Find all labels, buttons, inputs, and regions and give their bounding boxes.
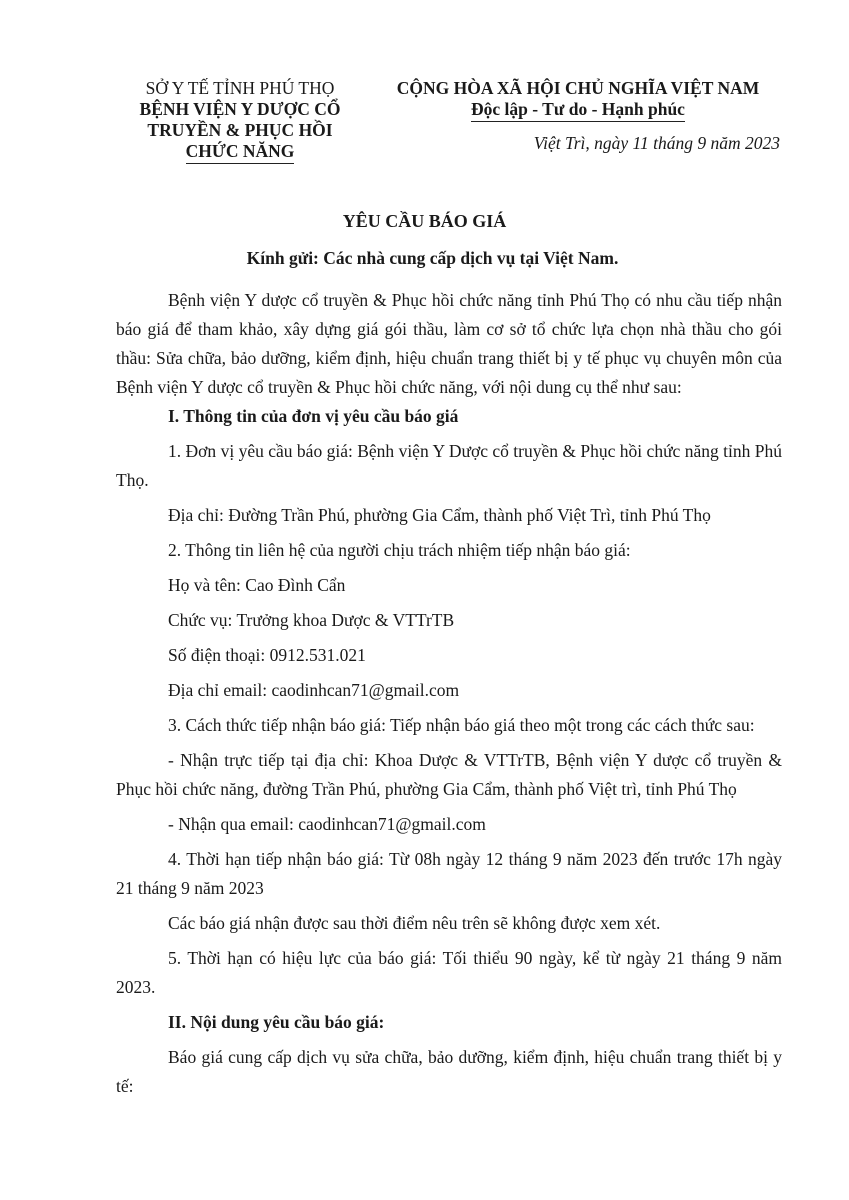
- document-title: YÊU CẦU BÁO GIÁ: [342, 211, 507, 231]
- contact-email: Địa chỉ email: caodinhcan71@gmail.com: [168, 680, 460, 700]
- contact-position: Chức vụ: Trưởng khoa Dược & VTTrTB: [168, 610, 455, 630]
- greeting: Kính gửi: Các nhà cung cấp dịch vụ tại Việt Nam.: [246, 248, 619, 268]
- department-name: SỞ Y TẾ TỈNH PHÚ THỌ: [145, 78, 335, 98]
- section-2-text: Báo giá cung cấp dịch vụ sửa chữa, bảo dưỡng, kiểm định, hiệu chuẩn trang thiết bị y tế:: [116, 1047, 782, 1096]
- section-1-heading: I. Thông tin của đơn vị yêu cầu báo giá: [168, 406, 459, 426]
- intro-paragraph: Bệnh viện Y dược cổ truyền & Phục hồi chức năng tỉnh Phú Thọ có nhu cầu tiếp nhận báo giá để tham khảo, xây dựng giá gói thầu, làm cơ sở tổ chức lựa chọn nhà thầu cho gói thầu: Sửa chữa, bảo dưỡng, kiểm định, hiệu chuẩn trang thiết bị y tế phục vụ chuyên môn của Bệnh viện Y dược cổ truyền & Phục hồi chức năng, với nội dung cụ thể như sau:: [116, 290, 782, 397]
- national-header: [378, 78, 778, 122]
- late-quote-note: Các báo giá nhận được sau thời điểm nêu trên sẽ không được xem xét.: [168, 913, 661, 933]
- contact-name: Họ và tên: Cao Đình Cẩn: [168, 575, 346, 595]
- hospital-name: [120, 99, 360, 164]
- quote-validity: 5. Thời hạn có hiệu lực của báo giá: Tối thiểu 90 ngày, kể từ ngày 21 tháng 9 năm 2023.: [116, 948, 782, 997]
- issuer-block: [120, 78, 360, 164]
- hospital-name-line: BỆNH VIỆN Y DƯỢC CỔ: [139, 99, 341, 119]
- document-body: [116, 286, 782, 1101]
- section-2-heading: II. Nội dung yêu cầu báo giá:: [168, 1012, 385, 1032]
- hospital-name-line: CHỨC NĂNG: [186, 141, 295, 164]
- document-date: Việt Trì, ngày 11 tháng 9 năm 2023: [533, 133, 780, 153]
- country-name: CỘNG HÒA XÃ HỘI CHỦ NGHĨA VIỆT NAM: [396, 78, 760, 98]
- requesting-unit: 1. Đơn vị yêu cầu báo giá: Bệnh viện Y Dược cổ truyền & Phục hồi chức năng tỉnh Phú Thọ.: [116, 441, 782, 490]
- contact-info-heading: 2. Thông tin liên hệ của người chịu trách nhiệm tiếp nhận báo giá:: [168, 540, 631, 560]
- receipt-direct: - Nhận trực tiếp tại địa chỉ: Khoa Dược & VTTrTB, Bệnh viện Y dược cổ truyền & Phục hồi chức năng, đường Trần Phú, phường Gia Cẩm, thành phố Việt trì, tỉnh Phú Thọ: [116, 750, 782, 799]
- national-motto: Độc lập - Tư do - Hạnh phúc: [471, 99, 685, 122]
- receipt-deadline: 4. Thời hạn tiếp nhận báo giá: Từ 08h ngày 12 tháng 9 năm 2023 đến trước 17h ngày 21 tháng 9 năm 2023: [116, 849, 782, 898]
- receipt-methods: 3. Cách thức tiếp nhận báo giá: Tiếp nhận báo giá theo một trong các cách thức sau:: [168, 715, 755, 735]
- contact-phone: Số điện thoại: 0912.531.021: [168, 645, 366, 665]
- receipt-email: - Nhận qua email: caodinhcan71@gmail.com: [168, 814, 486, 834]
- hospital-name-line: TRUYỀN & PHỤC HỒI: [147, 120, 333, 140]
- unit-address: Địa chỉ: Đường Trần Phú, phường Gia Cẩm, thành phố Việt Trì, tỉnh Phú Thọ: [168, 505, 711, 525]
